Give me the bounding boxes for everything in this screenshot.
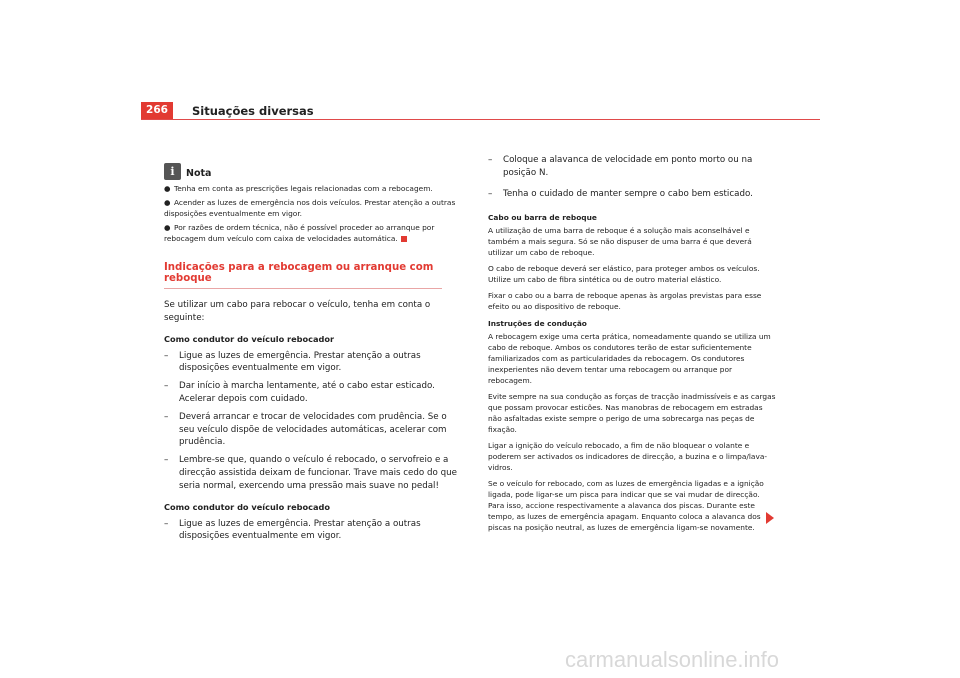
- driving-title: Instruções de condução: [488, 319, 587, 329]
- towed-driver-title: Como condutor do veículo rebocado: [164, 501, 331, 512]
- main-heading: Indicações para a rebocagem ou arranque com reboque: [164, 262, 442, 289]
- paragraph: Evite sempre na sua condução as forças de tracção inadmissíveis e as cargas que possam provocar esticões. Nas manobras de rebocagem em estradas não asfaltadas existe sempre o perigo de uma sobrecarga nas peças de fixação.: [488, 392, 776, 435]
- paragraph: A utilização de uma barra de reboque é a solução mais aconselhável e também a mais segura. Só se não dispuser de uma barra é que deverá utilizar um cabo de reboque.: [488, 226, 752, 258]
- note-title: Nota: [186, 168, 212, 179]
- end-of-section-icon: [401, 236, 407, 242]
- list-item: – Ligue as luzes de emergência. Prestar atenção a outras disposições eventualmente em vigor.: [164, 518, 421, 542]
- next-page-arrow-icon[interactable]: [766, 512, 774, 524]
- note-item: ● Acender as luzes de emergência nos dois veículos. Prestar atenção a outras disposições eventualmente em vigor.: [164, 198, 456, 218]
- list-item: – Dar início à marcha lentamente, até o cabo estar esticado. Acelerar depois com cuidado.: [164, 381, 435, 404]
- paragraph: A rebocagem exige uma certa prática, nomeadamente quando se utiliza um cabo de reboque. Ambos os condutores terão de estar suficientemente familiarizados com as particularidades da rebocagem. Os condutores inexperientes não devem tentar uma rebocagem ou arranque por rebocagem.: [488, 332, 771, 386]
- cable-title: Cabo ou barra de reboque: [488, 213, 597, 223]
- list-item: – Deverá arrancar e trocar de velocidades com prudência. Se o seu veículo dispõe de velocidades automáticas, acelerar com prudência.: [164, 411, 447, 448]
- towing-driver-title: Como condutor do veículo rebocador: [164, 333, 335, 344]
- note-item: ● Tenha em conta as prescrições legais relacionadas com a rebocagem.: [164, 184, 433, 193]
- watermark: carmanualsonline.info: [565, 647, 780, 672]
- list-item: – Coloque a alavanca de velocidade em ponto morto ou na posição N.: [488, 155, 753, 178]
- paragraph: Se o veículo for rebocado, com as luzes de emergência ligadas e a ignição ligada, pode ligar-se um pisca para indicar que se vai mudar de direcção. Para isso, accione respectivamente a alavanca dos piscas. Durante este tempo, as luzes de emergência apagam. Enquanto coloca a alavanca dos piscas na posição neutral, as luzes de emergência ligam-se novamente.: [488, 479, 764, 533]
- right-column: [488, 154, 778, 533]
- left-column: [164, 160, 464, 543]
- section-title: Situações diversas: [192, 104, 314, 118]
- intro-text: Se utilizar um cabo para rebocar o veículo, tenha em conta o seguinte:: [164, 300, 431, 323]
- list-item: – Tenha o cuidado de manter sempre o cabo bem esticado.: [488, 188, 753, 199]
- list-item: – Lembre-se que, quando o veículo é rebocado, o servofreio e a direcção assistida deixam de funcionar. Trave mais cedo do que seria normal, exercendo uma pressão mais suave no pedal!: [164, 455, 457, 491]
- note-header: [164, 160, 464, 180]
- paragraph: Fixar o cabo ou a barra de reboque apenas às argolas previstas para esse efeito ou ao dispositivo de reboque.: [488, 291, 762, 312]
- list-item: – Ligue as luzes de emergência. Prestar atenção a outras disposições eventualmente em vigor.: [164, 350, 421, 374]
- paragraph: Ligar a ignição do veículo rebocado, a fim de não bloquear o volante e poderem ser activados os indicadores de direcção, a buzina e o limpa/lava-vidros.: [488, 441, 768, 473]
- paragraph: O cabo de reboque deverá ser elástico, para proteger ambos os veículos. Utilize um cabo de fibra sintética ou de outro material elástico.: [488, 264, 760, 285]
- page-number: 266: [141, 102, 173, 119]
- note-item: ● Por razões de ordem técnica, não é possível proceder ao arranque por rebocagem dum veículo com caixa de velocidades automática.: [164, 223, 435, 243]
- info-icon: i: [164, 163, 181, 180]
